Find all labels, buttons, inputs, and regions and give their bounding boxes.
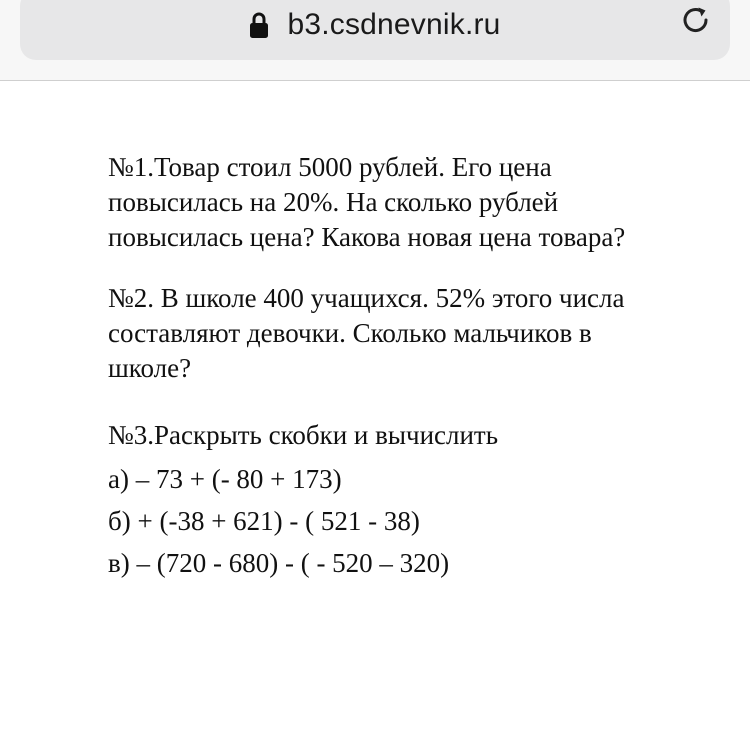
browser-toolbar	[0, 0, 750, 81]
task-3-item-b: б) + (-38 + 621) - ( 521 - 38)	[108, 506, 420, 536]
task-2	[108, 281, 708, 386]
task-3	[108, 418, 708, 584]
task-3-item-c: в) – (720 - 680) - ( - 520 – 320)	[108, 548, 450, 578]
url-display[interactable]	[20, 0, 730, 50]
task-2-line: составляют девочки. Сколько мальчиков в	[108, 318, 592, 348]
task-2-line: №2. В школе 400 учащихся. 52% этого числа	[108, 283, 625, 313]
address-bar[interactable]	[20, 0, 730, 60]
page-content	[108, 150, 708, 584]
task-1-line: №1.Товар стоил 5000 рублей. Его цена	[108, 152, 552, 182]
url-text: b3.csdnevnik.ru	[287, 8, 501, 41]
task-3-heading: №3.Раскрыть скобки и вычислить	[108, 420, 499, 450]
task-1-line: повысилась на 20%. На сколько рублей	[108, 187, 559, 217]
reload-icon[interactable]	[678, 2, 714, 38]
task-1-line: повысилась цена? Какова новая цена товара?	[108, 222, 626, 252]
lock-icon	[249, 11, 269, 39]
task-1	[108, 150, 708, 255]
task-2-line: школе?	[108, 353, 192, 383]
task-3-item-a: а) – 73 + (- 80 + 173)	[108, 464, 342, 494]
